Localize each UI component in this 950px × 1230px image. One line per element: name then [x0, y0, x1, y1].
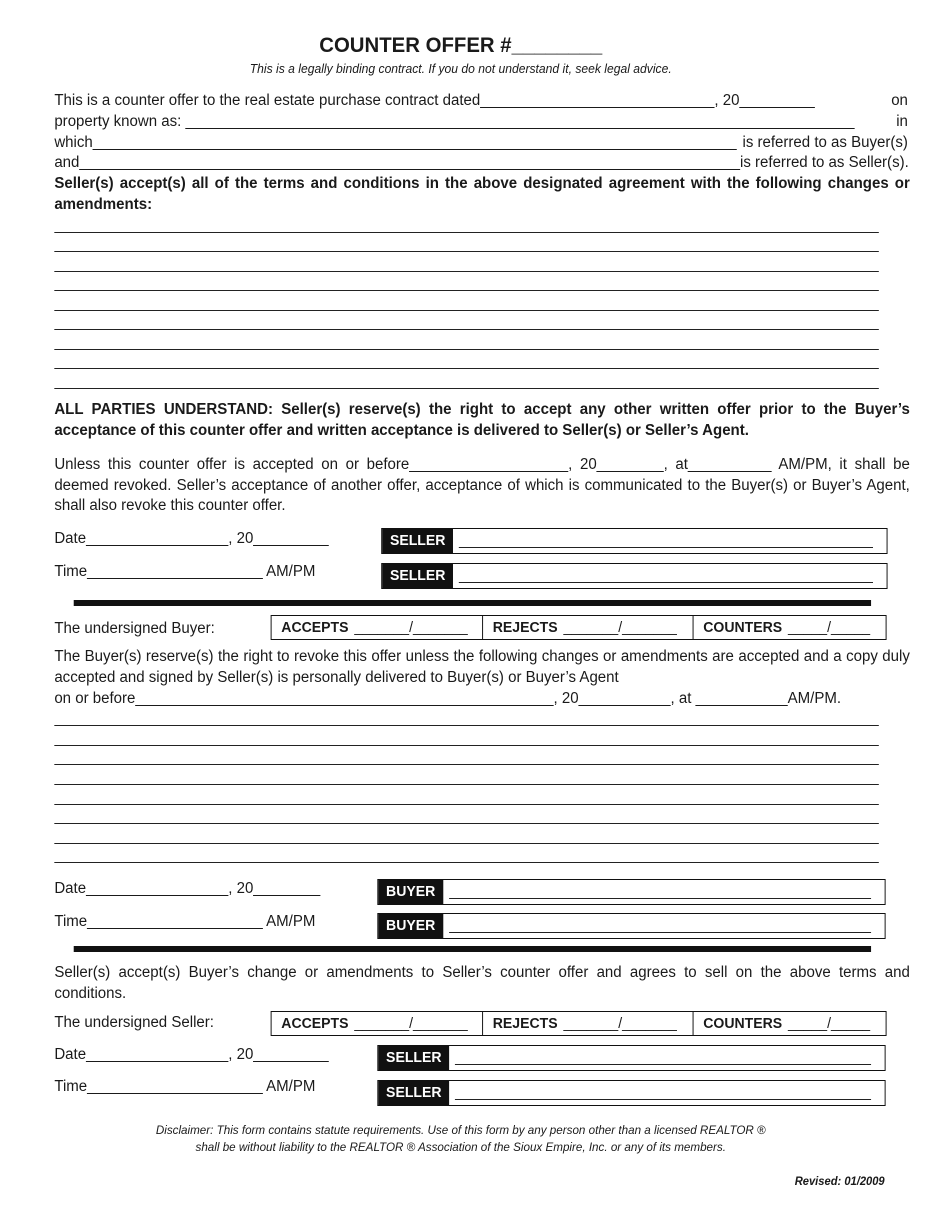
rejects-label: REJECTS — [492, 619, 558, 636]
buyer-signature-1[interactable] — [377, 879, 885, 905]
buyer-name-line[interactable] — [54, 133, 908, 153]
seller-tag: SELLER — [378, 1081, 449, 1105]
buyer-amendment-line[interactable] — [54, 784, 879, 785]
signature-line[interactable] — [449, 918, 871, 933]
section-divider — [74, 946, 871, 952]
counters-label: COUNTERS — [703, 1015, 783, 1032]
accepts-label: ACCEPTS — [281, 1015, 349, 1032]
contract-date-suffix: on — [891, 92, 908, 109]
buyer-name-text: which_____________________________________________________________________________ — [54, 134, 737, 151]
seller-rejects-cell[interactable] — [482, 1012, 692, 1035]
seller-name-line[interactable] — [54, 153, 908, 173]
counters-initials[interactable]: _____/_____ — [788, 619, 871, 636]
contract-date-text: This is a counter offer to the real estate purchase contract dated____________________________, 20_________ — [54, 92, 815, 109]
buyer-signature-2[interactable] — [377, 913, 885, 939]
seller-date-field[interactable]: Date_________________, 20_________ — [54, 530, 329, 547]
seller-name-suffix: is referred to as Seller(s). — [739, 154, 909, 171]
rejects-initials[interactable]: _______/_______ — [563, 1015, 677, 1032]
seller-tag: SELLER — [378, 1046, 449, 1070]
buyer-accepts-cell[interactable] — [272, 616, 482, 639]
amendment-line[interactable] — [54, 329, 879, 330]
buyer-date-field[interactable]: Date_________________, 20________ — [54, 880, 321, 897]
revision-date: Revised: 01/2009 — [794, 1176, 885, 1188]
amendment-line[interactable] — [54, 388, 879, 389]
disclaimer-line-1: Disclaimer: This form contains statute requirements. Use of this form by any person other than a licensed REALTOR ® — [155, 1123, 766, 1137]
accepts-initials[interactable]: _______/_______ — [354, 1015, 468, 1032]
buyer-reserve-paragraph: The Buyer(s) reserve(s) the right to revoke this offer unless the following changes or amendments are accepted and a copy duly accepted and signed by Seller(s) is personally delivered to Buyer(s) or Buyer’s Agent — [54, 648, 910, 686]
final-seller-signature-2[interactable] — [377, 1080, 885, 1106]
signature-line[interactable] — [449, 884, 871, 899]
amendment-line[interactable] — [54, 349, 879, 350]
amendment-line[interactable] — [54, 368, 879, 369]
buyer-counters-cell[interactable] — [693, 616, 886, 639]
legal-notice: This is a legally binding contract. If you do not understand it, seek legal advice. — [249, 62, 672, 76]
buyer-tag: BUYER — [378, 880, 443, 904]
all-parties-understand: ALL PARTIES UNDERSTAND: Seller(s) reserve(s) the right to accept any other written offer prior to the Buyer’s acceptance of this counter offer and written acceptance is delivered to Seller(s) or Seller’s Agent. — [54, 401, 910, 439]
property-suffix: in — [896, 113, 908, 130]
buyer-amendment-line[interactable] — [54, 764, 879, 765]
signature-line[interactable] — [455, 1085, 871, 1100]
signature-line[interactable] — [455, 1050, 871, 1065]
accepts-initials[interactable]: _______/_______ — [354, 619, 468, 636]
buyer-amendment-line[interactable] — [54, 823, 879, 824]
buyer-deadline-line[interactable]: on or before__________________________________________________, 20___________, at ___________AM/PM. — [54, 690, 842, 707]
counters-initials[interactable]: _____/_____ — [788, 1015, 871, 1032]
buyer-name-suffix: is referred to as Buyer(s) — [742, 134, 908, 151]
undersigned-seller-label: The undersigned Seller: — [54, 1014, 214, 1031]
accepts-label: ACCEPTS — [281, 619, 349, 636]
final-seller-time-field[interactable]: Time_____________________ AM/PM — [54, 1078, 316, 1095]
signature-line[interactable] — [459, 533, 873, 548]
buyer-amendment-line[interactable] — [54, 804, 879, 805]
buyer-amendment-line[interactable] — [54, 862, 879, 863]
buyer-amendment-line[interactable] — [54, 745, 879, 746]
disclaimer-line-2: shall be without liability to the REALTOR ® Association of the Sioux Empire, Inc. or any of its members. — [195, 1140, 726, 1154]
amendment-line[interactable] — [54, 290, 879, 291]
form-title: COUNTER OFFER #________ — [319, 34, 603, 57]
undersigned-buyer-label: The undersigned Buyer: — [54, 620, 215, 637]
contract-date-line[interactable] — [54, 91, 908, 111]
seller-signature-1[interactable] — [381, 528, 887, 554]
seller-signature-2[interactable] — [381, 563, 887, 589]
counters-label: COUNTERS — [703, 619, 783, 636]
seller-counters-cell[interactable] — [693, 1012, 886, 1035]
seller-final-acceptance-text: Seller(s) accept(s) Buyer’s change or amendments to Seller’s counter offer and agrees to sell on the above terms and conditions. — [54, 964, 910, 1002]
rejects-label: REJECTS — [492, 1015, 558, 1032]
final-seller-date-field[interactable]: Date_________________, 20_________ — [54, 1046, 329, 1063]
seller-time-field[interactable]: Time_____________________ AM/PM — [54, 563, 316, 580]
final-seller-signature-1[interactable] — [377, 1045, 885, 1071]
seller-accepts-statement: Seller(s) accept(s) all of the terms and conditions in the above designated agreement with the following changes or amendments: — [54, 175, 910, 213]
buyer-amendment-line[interactable] — [54, 725, 879, 726]
property-line[interactable] — [54, 112, 908, 132]
amendment-line[interactable] — [54, 271, 879, 272]
buyer-response-box[interactable] — [271, 615, 887, 640]
seller-tag: SELLER — [382, 564, 453, 588]
signature-line[interactable] — [459, 568, 873, 583]
revocation-paragraph: Unless this counter offer is accepted on or before___________________, 20________, at__________ AM/PM, it shall be deemed revoked. Seller’s acceptance of another offer, acceptance of which is communicated to the Buyer(s) or Buyer’s Agent, shall also revoke this counter offer. — [54, 456, 910, 514]
section-divider — [74, 600, 871, 606]
rejects-initials[interactable]: _______/_______ — [563, 619, 677, 636]
buyer-tag: BUYER — [378, 914, 443, 938]
amendment-line[interactable] — [54, 310, 879, 311]
buyer-amendment-line[interactable] — [54, 843, 879, 844]
seller-accepts-cell[interactable] — [272, 1012, 482, 1035]
amendment-line[interactable] — [54, 251, 879, 252]
seller-tag: SELLER — [382, 529, 453, 553]
amendment-line[interactable] — [54, 232, 879, 233]
buyer-time-field[interactable]: Time_____________________ AM/PM — [54, 913, 316, 930]
seller-response-box[interactable] — [271, 1011, 887, 1036]
property-text: property known as: ________________________________________________________________________________ — [54, 113, 855, 130]
buyer-rejects-cell[interactable] — [482, 616, 692, 639]
seller-name-text: and_______________________________________________________________________________ — [54, 154, 740, 171]
